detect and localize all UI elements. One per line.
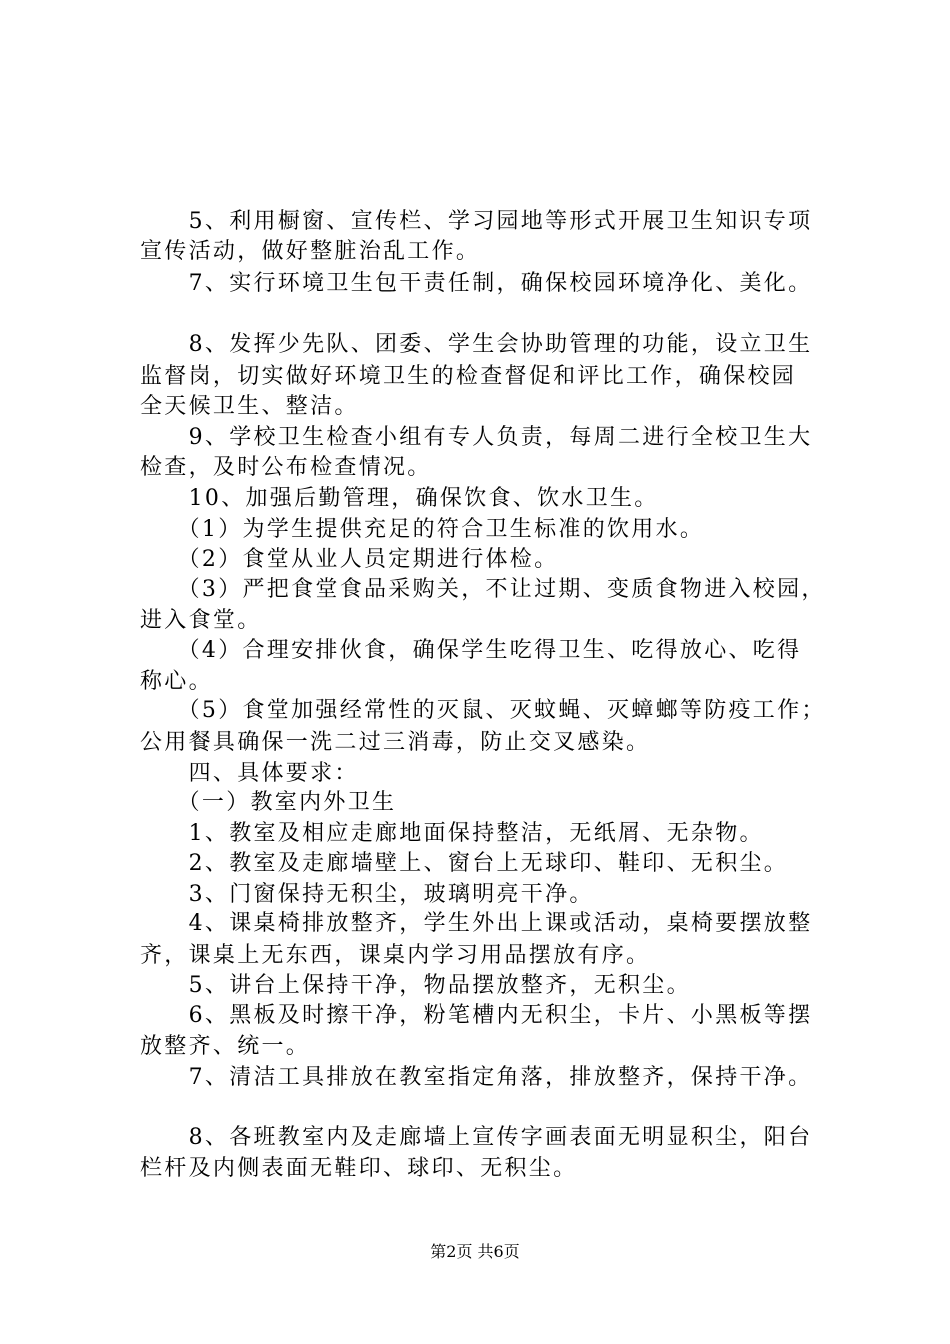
text-line: 6、黑板及时擦干净，粉笔槽内无积尘，卡片、小黑板等摆 (140, 1003, 813, 1028)
text-line: 齐，课桌上无东西，课桌内学习用品摆放有序。 (140, 943, 651, 968)
text-line: （1）为学生提供充足的符合卫生标准的饮用水。 (140, 517, 705, 542)
text-line: 进入食堂。 (140, 608, 262, 633)
text-line: 监督岗，切实做好环境卫生的检查督促和评比工作，确保校园 (140, 364, 797, 389)
text-line: 10、加强后勤管理，确保饮食、饮水卫生。 (140, 486, 659, 511)
text-line: 8、发挥少先队、团委、学生会协助管理的功能，设立卫生 (140, 332, 813, 357)
text-line: 8、各班教室内及走廊墙上宣传字画表面无明显积尘，阳台 (140, 1125, 813, 1150)
text-line: 检查，及时公布检查情况。 (140, 455, 432, 480)
text-line: 7、实行环境卫生包干责任制，确保校园环境净化、美化。 (140, 271, 813, 296)
text-line: 5、讲台上保持干净，物品摆放整齐，无积尘。 (140, 973, 691, 998)
text-line: 3、门窗保持无积尘，玻璃明亮干净。 (140, 882, 594, 907)
text-line: 4、课桌椅排放整齐，学生外出上课或活动，桌椅要摆放整 (140, 911, 813, 936)
text-line: 放整齐、统一。 (140, 1034, 311, 1059)
text-line: （4）合理安排伙食，确保学生吃得卫生、吃得放心、吃得 (140, 638, 802, 663)
text-line: 全天候卫生、整洁。 (140, 394, 359, 419)
text-line: （2）食堂从业人员定期进行体检。 (140, 547, 559, 572)
text-line: （3）严把食堂食品采购关，不让过期、变质食物进入校园， (140, 577, 826, 602)
text-line: 9、学校卫生检查小组有专人负责，每周二进行全校卫生大 (140, 425, 813, 450)
text-line: 宣传活动，做好整脏治乱工作。 (140, 239, 481, 264)
text-line: 四、具体要求： (140, 761, 359, 786)
text-line: 公用餐具确保一洗二过三消毒，防止交叉感染。 (140, 730, 651, 755)
text-line: 栏杆及内侧表面无鞋印、球印、无积尘。 (140, 1156, 578, 1181)
text-line: 称心。 (140, 669, 213, 694)
text-line: （5）食堂加强经常性的灭鼠、灭蚊蝇、灭蟑螂等防疫工作； (140, 698, 826, 723)
text-line: 5、利用橱窗、宣传栏、学习园地等形式开展卫生知识专项 (140, 209, 813, 234)
text-line: 2、教室及走廊墙壁上、窗台上无球印、鞋印、无积尘。 (140, 851, 789, 876)
text-line: （一）教室内外卫生 (140, 790, 397, 815)
text-line: 1、教室及相应走廊地面保持整洁，无纸屑、无杂物。 (140, 821, 764, 846)
page-footer: 第2页 共6页 (430, 1242, 520, 1261)
text-line: 7、清洁工具排放在教室指定角落，排放整齐，保持干净。 (140, 1065, 813, 1090)
